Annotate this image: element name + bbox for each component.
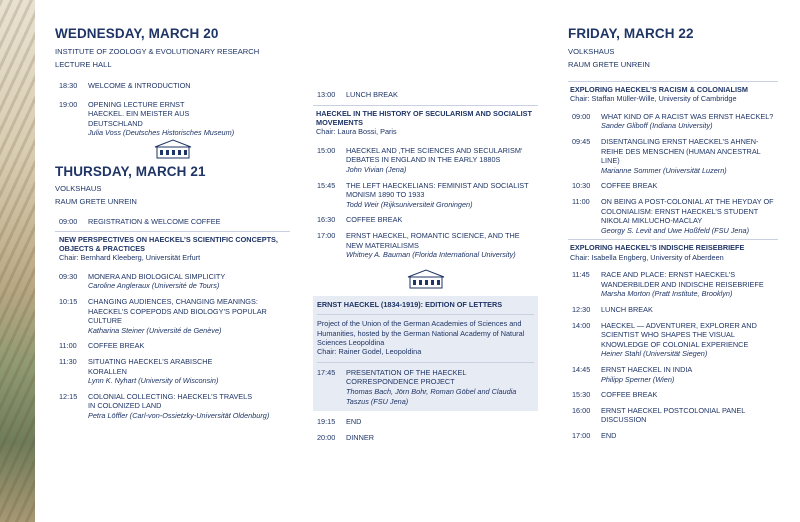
- schedule-item: [313, 231, 538, 260]
- session-chair: Chair: Isabella Engberg, University of Aberdeen: [570, 252, 724, 262]
- venue-line: VOLKSHAUS: [568, 47, 615, 56]
- item-title: CHANGING AUDIENCES, CHANGING MEANINGS: HAECKEL’S COPEPODS AND BIOLOGY’S POPULAR CULTURE: [88, 296, 267, 326]
- column-thursday-continued: [313, 0, 538, 442]
- item-time: 11:45: [572, 270, 590, 280]
- day-heading-thursday: THURSDAY, MARCH 21: [55, 163, 206, 179]
- item-title: ON BEING A POST-COLONIAL AT THE HEYDAY OF COLONIALISM: ERNST HAECKEL’S STUDENT NIKOLAI MIKLUCHO-MACLAY: [601, 196, 774, 226]
- column-wednesday-thursday: [55, 0, 290, 421]
- session-header: [313, 105, 538, 140]
- item-title: MONERA AND BIOLOGICAL SIMPLICITY: [88, 271, 226, 281]
- session-chair: Chair: Laura Bossi, Paris: [316, 127, 397, 137]
- item-time: 17:00: [317, 230, 336, 240]
- item-speaker: Marianne Sommer (Universität Luzern): [601, 165, 727, 175]
- schedule-item: [313, 90, 538, 100]
- schedule-item: [568, 390, 778, 400]
- item-title: WHAT KIND OF A RACIST WAS ERNST HAECKEL?: [601, 111, 774, 121]
- column-friday: [568, 0, 778, 440]
- item-time: 15:45: [317, 180, 336, 190]
- item-title: COFFEE BREAK: [346, 215, 403, 225]
- item-time: 11:30: [59, 356, 77, 366]
- schedule-item: [313, 433, 538, 443]
- schedule-item: [55, 81, 290, 91]
- schedule-item: [55, 392, 290, 421]
- schedule-item: [55, 100, 290, 138]
- session-header: [55, 231, 290, 266]
- venue-line: INSTITUTE OF ZOOLOGY & EVOLUTIONARY RESEARCH: [55, 47, 260, 56]
- schedule-item: [55, 357, 290, 386]
- item-time: 10:15: [59, 296, 78, 306]
- item-speaker: Philipp Sperner (Wien): [601, 374, 675, 384]
- item-time: 18:30: [59, 81, 78, 90]
- item-time: 12:15: [59, 391, 78, 401]
- item-time: 16:00: [572, 405, 591, 415]
- session-title: HAECKEL IN THE HISTORY OF SECULARISM AND SOCIALIST MOVEMENTS: [316, 108, 532, 127]
- schedule-item: [313, 146, 538, 175]
- item-title: RACE AND PLACE: ERNST HAECKEL’S WANDERBILDER AND INDISCHE REISEBRIEFE: [601, 270, 764, 289]
- item-title: REGISTRATION & WELCOME COFFEE: [88, 216, 221, 226]
- item-title: HAECKEL — ADVENTURER, EXPLORER AND SCIENTIST WHO SHAPES THE VISUAL KNOWLEDGE OF COLONIAL EXPERIENCE: [601, 320, 757, 349]
- schedule-item: [568, 321, 778, 359]
- schedule-item: [568, 197, 778, 235]
- item-speaker: Caroline Angleraux (Université de Tours): [88, 281, 220, 291]
- item-time: 11:00: [59, 341, 77, 351]
- session-title: ERNST HAECKEL (1834-1919): EDITION OF LETTERS: [317, 299, 503, 309]
- item-time: 11:00: [572, 196, 590, 206]
- schedule-item: [568, 181, 778, 191]
- day-heading-wednesday: WEDNESDAY, MARCH 20: [55, 26, 219, 41]
- schedule-item: [317, 368, 534, 406]
- item-title: PRESENTATION OF THE HAECKEL CORRESPONDENCE PROJECT: [346, 367, 467, 387]
- item-time: 19:00: [59, 99, 78, 109]
- schedule-item: [568, 112, 778, 131]
- item-title: LUNCH BREAK: [346, 90, 398, 99]
- session-description: Project of the Union of the German Academies of Sciences and Humanities, hosted by the German National Academy of Natural Sciences Leopoldina: [317, 319, 525, 347]
- schedule-item: [568, 305, 778, 315]
- item-speaker: Georgy S. Levit and Uwe Hoßfeld (FSU Jena): [601, 225, 750, 235]
- item-time: 09:45: [572, 137, 591, 146]
- item-speaker: Marsha Morton (Pratt Institute, Brooklyn): [601, 289, 733, 299]
- item-title: HAECKEL AND ‚THE SCIENCES AND SECULARISM‘ DEBATES IN ENGLAND IN THE EARLY 1880S: [346, 145, 523, 165]
- session-header: [568, 239, 778, 265]
- schedule-item: [55, 297, 290, 335]
- item-speaker: Petra Löffler (Carl-von-Ossietzky-Universität Oldenburg): [88, 410, 270, 420]
- item-title: COFFEE BREAK: [601, 390, 658, 400]
- session-title: NEW PERSPECTIVES ON HAECKEL’S SCIENTIFIC CONCEPTS, OBJECTS & PRACTICES: [59, 234, 278, 253]
- item-time: 15:00: [317, 145, 336, 155]
- item-title: LUNCH BREAK: [601, 304, 653, 314]
- item-speaker: Katharina Steiner (Université de Genève): [88, 325, 222, 335]
- schedule-item: [568, 406, 778, 425]
- item-time: 19:15: [317, 417, 336, 427]
- item-title: THE LEFT HAECKELIANS: FEMINIST AND SOCIALIST MONISM 1890 TO 1933: [346, 180, 529, 200]
- item-title: ERNST HAECKEL POSTCOLONIAL PANEL DISCUSSION: [601, 405, 746, 425]
- item-speaker: Lynn K. Nyhart (University of Wisconsin): [88, 376, 219, 386]
- venue-line: RAUM GRETE UNREIN: [55, 196, 137, 206]
- item-title: COLONIAL COLLECTING: HAECKEL’S TRAVELS IN COLONIZED LAND: [88, 391, 253, 411]
- venue-line: VOLKSHAUS: [55, 183, 102, 193]
- schedule-item: [313, 417, 538, 427]
- session-chair: Chair: Bernhard Kleeberg, Universität Erfurt: [59, 253, 201, 263]
- item-time: 17:00: [572, 430, 591, 440]
- schedule-item: [568, 365, 778, 384]
- item-time: 09:30: [59, 271, 78, 281]
- venue-line: RAUM GRETE UNREIN: [568, 60, 650, 69]
- item-time: 14:45: [572, 364, 591, 374]
- session-title: EXPLORING HAECKEL’S INDISCHE REISEBRIEFE: [570, 243, 745, 253]
- day-heading-friday: FRIDAY, MARCH 22: [568, 26, 694, 41]
- item-speaker: Sander Gliboff (Indiana University): [601, 121, 713, 131]
- session-header: [568, 81, 778, 107]
- background-illustration: [0, 0, 35, 522]
- item-speaker: Julia Voss (Deutsches Historisches Museum): [88, 128, 235, 138]
- item-title: OPENING LECTURE ERNST HAECKEL. EIN MEISTER AUS DEUTSCHLAND: [88, 99, 190, 128]
- item-title: END: [601, 430, 617, 440]
- item-time: 20:00: [317, 432, 336, 442]
- session-chair: Chair: Rainer Godel, Leopoldina: [317, 347, 422, 357]
- building-icon: [406, 268, 446, 290]
- letters-session: [313, 296, 538, 411]
- item-speaker: Todd Weir (Rijksuniversiteit Groningen): [346, 199, 473, 209]
- item-time: 14:00: [572, 320, 591, 330]
- item-time: 13:00: [317, 90, 336, 99]
- item-time: 16:30: [317, 215, 336, 225]
- schedule-item: [55, 217, 290, 227]
- schedule-item: [313, 215, 538, 225]
- venue-line: LECTURE HALL: [55, 60, 112, 69]
- schedule-item: [55, 341, 290, 351]
- schedule-item: [55, 272, 290, 291]
- item-speaker: Heiner Stahl (Universität Siegen): [601, 349, 708, 359]
- item-title: END: [346, 417, 362, 427]
- item-time: 17:45: [317, 367, 336, 377]
- item-speaker: Thomas Bach, Jörn Bohr, Roman Göbel and Claudia Taszus (FSU Jena): [346, 386, 517, 406]
- item-title: WELCOME & INTRODUCTION: [88, 81, 191, 90]
- schedule-item: [568, 137, 778, 175]
- item-title: DISENTANGLING ERNST HAECKEL’S AHNEN-REIHE DES MENSCHEN (HUMAN ANCESTRAL LINE): [601, 137, 761, 166]
- item-speaker: John Vivian (Jena): [346, 165, 407, 174]
- schedule-item: [568, 270, 778, 299]
- item-title: ERNST HAECKEL IN INDIA: [601, 364, 693, 374]
- session-chair: Chair: Staffan Müller-Wille, University of Cambridge: [570, 94, 737, 104]
- item-speaker: Whitney A. Bauman (Florida International University): [346, 250, 516, 260]
- item-title: DINNER: [346, 432, 374, 442]
- item-title: COFFEE BREAK: [601, 181, 658, 191]
- item-time: 10:30: [572, 181, 591, 191]
- session-title: EXPLORING HAECKEL’S RACISM & COLONIALISM: [570, 85, 748, 94]
- item-time: 15:30: [572, 390, 591, 400]
- item-title: ERNST HAECKEL, ROMANTIC SCIENCE, AND THE NEW MATERIALISMS: [346, 230, 520, 250]
- item-time: 12:30: [572, 304, 591, 314]
- schedule-item: [568, 431, 778, 441]
- item-title: SITUATING HAECKEL’S ARABISCHE KORALLEN: [88, 356, 213, 376]
- schedule-item: [313, 181, 538, 210]
- item-title: COFFEE BREAK: [88, 341, 145, 351]
- building-icon: [153, 138, 193, 160]
- item-time: 09:00: [572, 111, 591, 121]
- item-time: 09:00: [59, 216, 78, 226]
